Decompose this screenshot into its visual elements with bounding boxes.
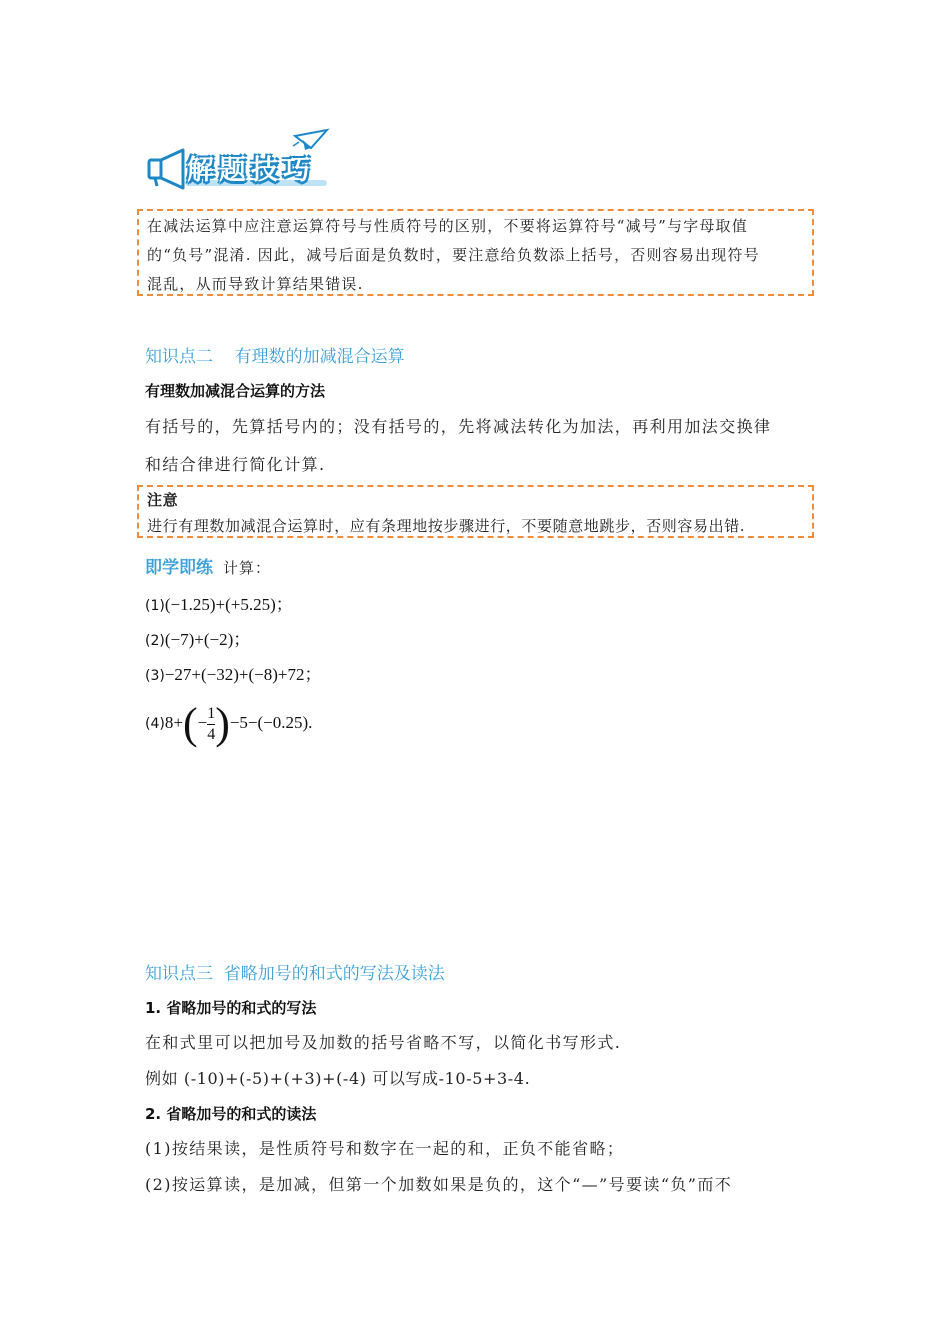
tip-line: 混乱，从而导致计算结果错误. [147, 275, 364, 293]
practice-instruction: 计算： [223, 559, 272, 577]
section2-heading: 知识点二 有理数的加减混合运算 [145, 347, 405, 367]
section3-sub2-line: (1)按结果读，是性质符号和数字在一起的和，正负不能省略； [145, 1139, 625, 1158]
practice-title: 即学即练 [145, 558, 213, 578]
practice-heading [145, 553, 271, 578]
right-paren: ) [215, 699, 230, 748]
fraction-numerator: 1 [207, 704, 216, 722]
problem-1: (1)(−1.25)+(+5.25)； [145, 595, 293, 614]
section3-example-line: 例如 (-10)+(-5)+(+3)+(-4) 可以写成-10-5+3-4. [145, 1069, 531, 1088]
tip-line: 在减法运算中应注意运算符号与性质符号的区别，不要将运算符号“减号”与字母取值 [147, 217, 748, 235]
problem-3: (3)−27+(−32)+(−8)+72； [145, 665, 322, 684]
tip-line: 的“负号”混淆. 因此，减号后面是负数时，要注意给负数添上括号，否则容易出现符号 [147, 246, 760, 264]
section3-sub2-line: (2)按运算读，是加减，但第一个加数如果是负的，这个“—”号要读“负”而不 [145, 1175, 733, 1194]
section3-sub1: 1. 省略加号的和式的写法 [145, 999, 317, 1017]
tip-box [137, 209, 814, 296]
banner-title: 解题技巧 [187, 155, 315, 186]
note-title: 注意 [147, 491, 179, 509]
paper-plane-icon [293, 130, 327, 150]
section3-heading: 知识点三 省略加号的和式的写法及读法 [145, 964, 445, 984]
fraction [207, 704, 215, 745]
left-paren: ( [182, 699, 198, 748]
note-text: 进行有理数加减混合运算时，应有条理地按步骤进行，不要随意地跳步，否则容易出错. [147, 517, 746, 535]
note-box [137, 485, 814, 538]
problem-2: (2)(−7)+(−2)； [145, 630, 251, 649]
section2-subheading: 有理数加减混合运算的方法 [145, 382, 326, 400]
section2-body-line: 有括号的，先算括号内的；没有括号的，先将减法转化为加法，再利用加法交换律 [145, 417, 772, 436]
section2-body-line: 和结合律进行简化计算. [145, 455, 326, 474]
tips-banner [145, 126, 335, 190]
problem-4: $(4)8+(-\frac{1}{4}$ )−5−(−0.25). [145, 699, 313, 748]
section3-sub1-line: 在和式里可以把加号及加数的括号省略不写，以简化书写形式. [145, 1033, 622, 1052]
fraction-denominator: 4 [207, 725, 216, 743]
section3-sub2: 2. 省略加号的和式的读法 [145, 1105, 317, 1123]
